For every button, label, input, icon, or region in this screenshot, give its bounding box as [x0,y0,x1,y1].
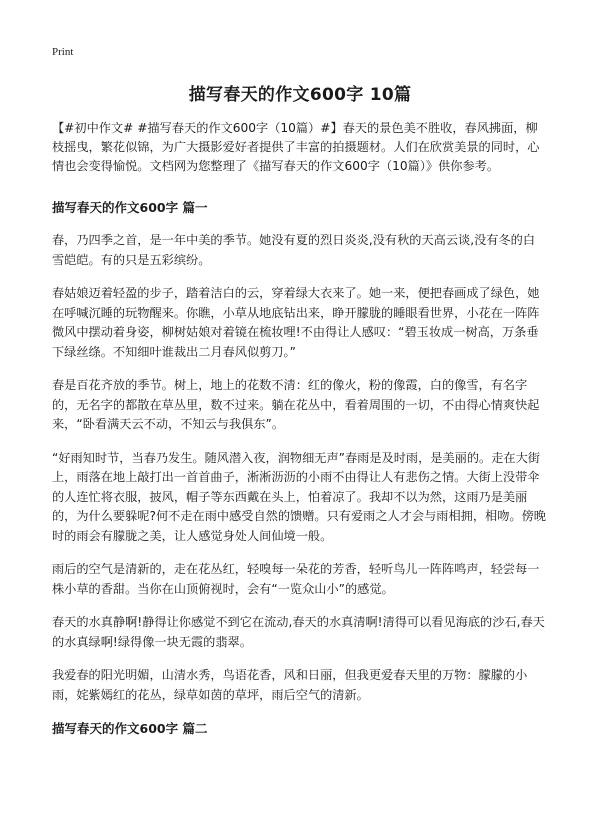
article-paragraph: “好雨知时节，当春乃发生。随风潜入夜，润物细无声”春雨是及时雨，是美丽的。走在大街上，雨落在地上敲打出一首首曲子，淅淅沥沥的小雨不由得让人有悲伤之情。大街上没带伞的人连忙将衣服，披风，帽子等东西戴在头上，怕着凉了。我却不以为然，这雨乃是美丽的，为什么要躲呢?何不走在雨中感受自然的馈赠。只有爱雨之人才会与雨相拥，相吻。傍晚时的雨会有朦胧之美，让人感觉身处人间仙境一般。 [52,450,546,543]
section-heading-1: 描写春天的作文600字 篇一 [52,200,208,215]
article-paragraph: 春是百花齐放的季节。树上，地上的花数不清：红的像火，粉的像霞，白的像雪，有名字的，无名字的都散在草丛里，数不过来。躺在花丛中，看着周围的一切，不由得心情爽快起来，“卧看满天云不动，不知云与我俱东”。 [52,378,540,431]
article-paragraph: 春，乃四季之首，是一年中美的季节。她没有夏的烈日炎炎,没有秋的天高云谈,没有冬的白雪皑皑。有的只是五彩缤纷。 [52,233,536,267]
article-body [52,119,546,752]
article-paragraph: 春天的水真静啊!静得让你感觉不到它在流动,春天的水真清啊!清得可以看见海底的沙石,春天的水真绿啊!绿得像一块无霞的翡翠。 [52,615,545,649]
print-link[interactable]: Print [52,46,74,58]
article-paragraph: 雨后的空气是清新的，走在花丛红，轻嗅每一朵花的芳香，轻听鸟儿一阵阵鸣声，轻尝每一株小草的香甜。当你在山顶俯视时，会有“一览众山小”的感觉。 [52,562,540,596]
intro-paragraph: 【#初中作文# #描写春天的作文600字（10篇）#】春天的景色美不胜收，春风拂面，柳枝摇曳，繁花似锦，为广大摄影爱好者提供了丰富的拍摄题材。人们在欣赏美景的同时，心情也会变得愉悦。文档网为您整理了《描写春天的作文600字（10篇）》供你参考。 [52,121,540,173]
page-title: 描写春天的作文600字 10篇 [188,85,412,105]
article-paragraph: 春姑娘迈着轻盈的步子，踏着洁白的云，穿着绿大衣来了。她一来，便把春画成了绿色，她在呼喊沉睡的玩物醒来。你瞧，小草从地底钻出来，睁开朦胧的睡眼看世界，小花在一阵阵微风中摆动着身姿，柳树姑娘对着镜在梳妆哩!不由得让人感叹：“碧玉妆成一树高，万条垂下绿丝绦。不知细叶谁裁出二月春风似剪刀。” [52,286,540,359]
article-paragraph: 我爱春的阳光明媚，山清水秀，鸟语花香，风和日丽，但我更爱春天里的万物：朦朦的小雨，姹紫嫣红的花丛，绿草如茵的草坪，雨后空气的清新。 [52,668,528,702]
section-heading-2: 描写春天的作文600字 篇二 [52,721,208,736]
